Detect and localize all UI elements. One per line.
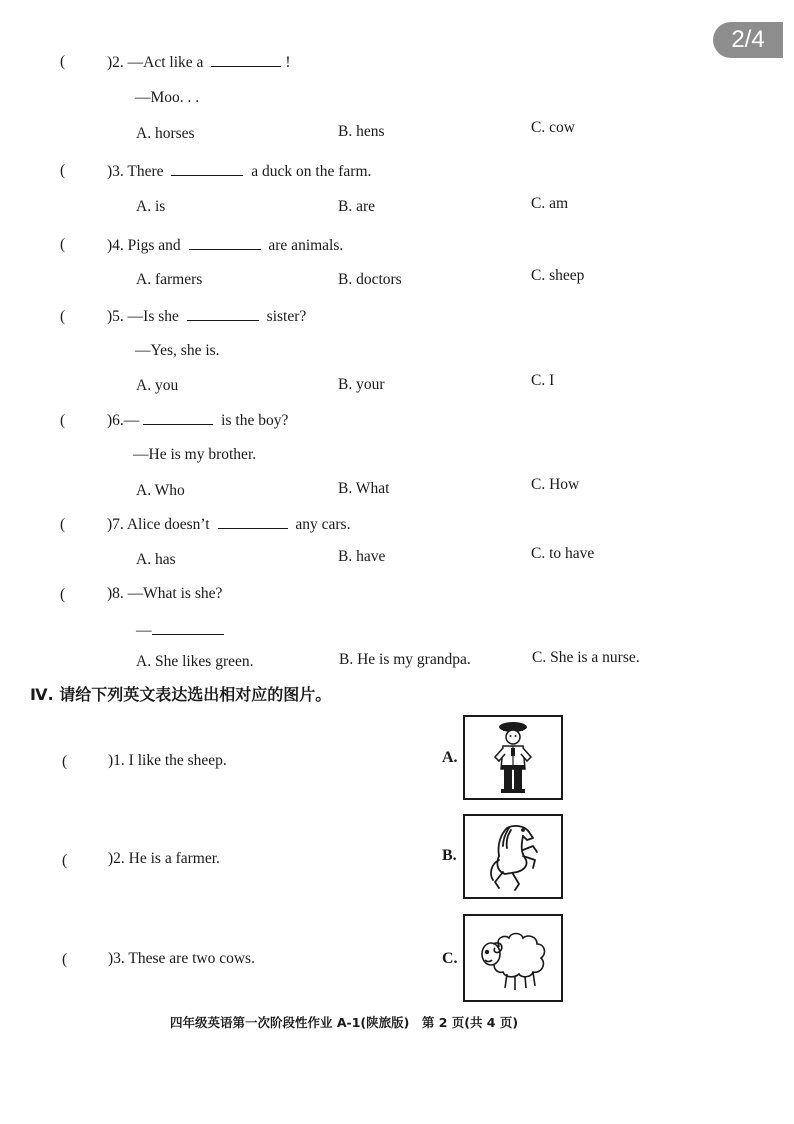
option-a: A. is <box>136 198 166 215</box>
question-number: )5. <box>107 308 124 325</box>
answer-paren: ( <box>60 516 66 533</box>
question-7 <box>107 514 350 535</box>
matching-question-2 <box>108 849 220 869</box>
option-a: A. farmers <box>136 271 203 288</box>
option-b: B. What <box>338 480 390 497</box>
answer-paren: ( <box>60 586 66 603</box>
question-stem: Alice doesn’t <box>126 516 210 533</box>
answer-paren: ( <box>62 951 68 968</box>
question-number: )6. <box>107 412 124 429</box>
answer-paren: ( <box>60 412 66 429</box>
answer-blank <box>218 514 288 529</box>
question-stem-end: any cars. <box>295 516 351 533</box>
question-8 <box>107 584 222 604</box>
question-number: )3. <box>107 163 124 180</box>
picture-label-c: C. <box>442 950 458 967</box>
option-a: A. She likes green. <box>136 653 254 670</box>
question-stem-end: sister? <box>266 308 307 325</box>
option-c: C. How <box>531 476 580 493</box>
reply-line <box>136 620 228 641</box>
question-stem: —What is she? <box>127 585 223 602</box>
horse-icon <box>465 816 561 897</box>
answer-paren: ( <box>62 753 68 770</box>
question-3 <box>107 161 371 182</box>
answer-blank <box>171 161 243 176</box>
picture-c <box>463 914 563 1002</box>
page-footer: 四年级英语第一次阶段性作业 A-1(陕旅版) 第 2 页(共 4 页) <box>170 1015 519 1030</box>
answer-blank <box>143 410 213 425</box>
question-number: )2. <box>107 54 124 71</box>
answer-blank <box>152 620 224 635</box>
question-stem: —Act like a <box>127 54 204 71</box>
option-a: A. horses <box>136 125 195 142</box>
option-c: C. to have <box>531 545 595 562</box>
matching-question-1 <box>108 751 227 771</box>
question-stem: Pigs and <box>127 237 181 254</box>
question-5 <box>107 306 306 327</box>
picture-label-a: A. <box>442 749 458 766</box>
police-officer-icon <box>465 717 561 798</box>
matching-question-3 <box>108 949 255 969</box>
option-a: A. you <box>136 377 179 394</box>
option-c: C. I <box>531 372 555 389</box>
option-b: B. doctors <box>338 271 402 288</box>
reply-line: —He is my brother. <box>133 446 257 463</box>
option-b: B. He is my grandpa. <box>339 651 471 668</box>
option-c: C. cow <box>531 119 575 136</box>
answer-paren: ( <box>60 53 66 70</box>
reply-line: —Yes, she is. <box>135 342 220 359</box>
question-text: He is a farmer. <box>128 850 220 867</box>
question-text: These are two cows. <box>128 950 255 967</box>
question-number: )2. <box>108 850 125 867</box>
question-6 <box>107 410 288 431</box>
answer-paren: ( <box>62 852 68 869</box>
section-title: Ⅳ. 请给下列英文表达选出相对应的图片。 <box>30 685 332 704</box>
answer-paren: ( <box>60 162 66 179</box>
question-stem: There <box>127 163 164 180</box>
question-stem-end: is the boy? <box>221 412 289 429</box>
question-stem-end: are animals. <box>268 237 344 254</box>
answer-paren: ( <box>60 236 66 253</box>
sheep-icon <box>465 916 561 1000</box>
reply-dash: — <box>136 622 152 639</box>
picture-b <box>463 814 563 899</box>
question-4 <box>107 235 343 256</box>
option-a: A. Who <box>136 482 185 499</box>
option-c: C. am <box>531 195 569 212</box>
question-number: )7. <box>107 516 124 533</box>
picture-a <box>463 715 563 800</box>
option-c: C. She is a nurse. <box>532 649 640 666</box>
question-stem-end: ! <box>285 54 291 71</box>
option-b: B. hens <box>338 123 385 140</box>
answer-blank <box>189 235 261 250</box>
answer-blank <box>187 306 259 321</box>
picture-label-b: B. <box>442 847 457 864</box>
page-indicator: 2/4 <box>713 22 783 58</box>
option-a: A. has <box>136 551 176 568</box>
question-2 <box>107 52 290 73</box>
question-number: )4. <box>107 237 124 254</box>
question-number: )1. <box>108 752 125 769</box>
question-text: I like the sheep. <box>128 752 227 769</box>
question-number: )3. <box>108 950 125 967</box>
option-c: C. sheep <box>531 267 585 284</box>
answer-blank <box>211 52 281 67</box>
option-b: B. have <box>338 548 386 565</box>
option-b: B. are <box>338 198 376 215</box>
question-stem: — <box>123 412 140 429</box>
question-number: )8. <box>107 585 124 602</box>
question-stem-end: a duck on the farm. <box>251 163 372 180</box>
option-b: B. your <box>338 376 385 393</box>
question-stem: —Is she <box>127 308 179 325</box>
answer-paren: ( <box>60 308 66 325</box>
reply-line: —Moo. . . <box>135 89 200 106</box>
